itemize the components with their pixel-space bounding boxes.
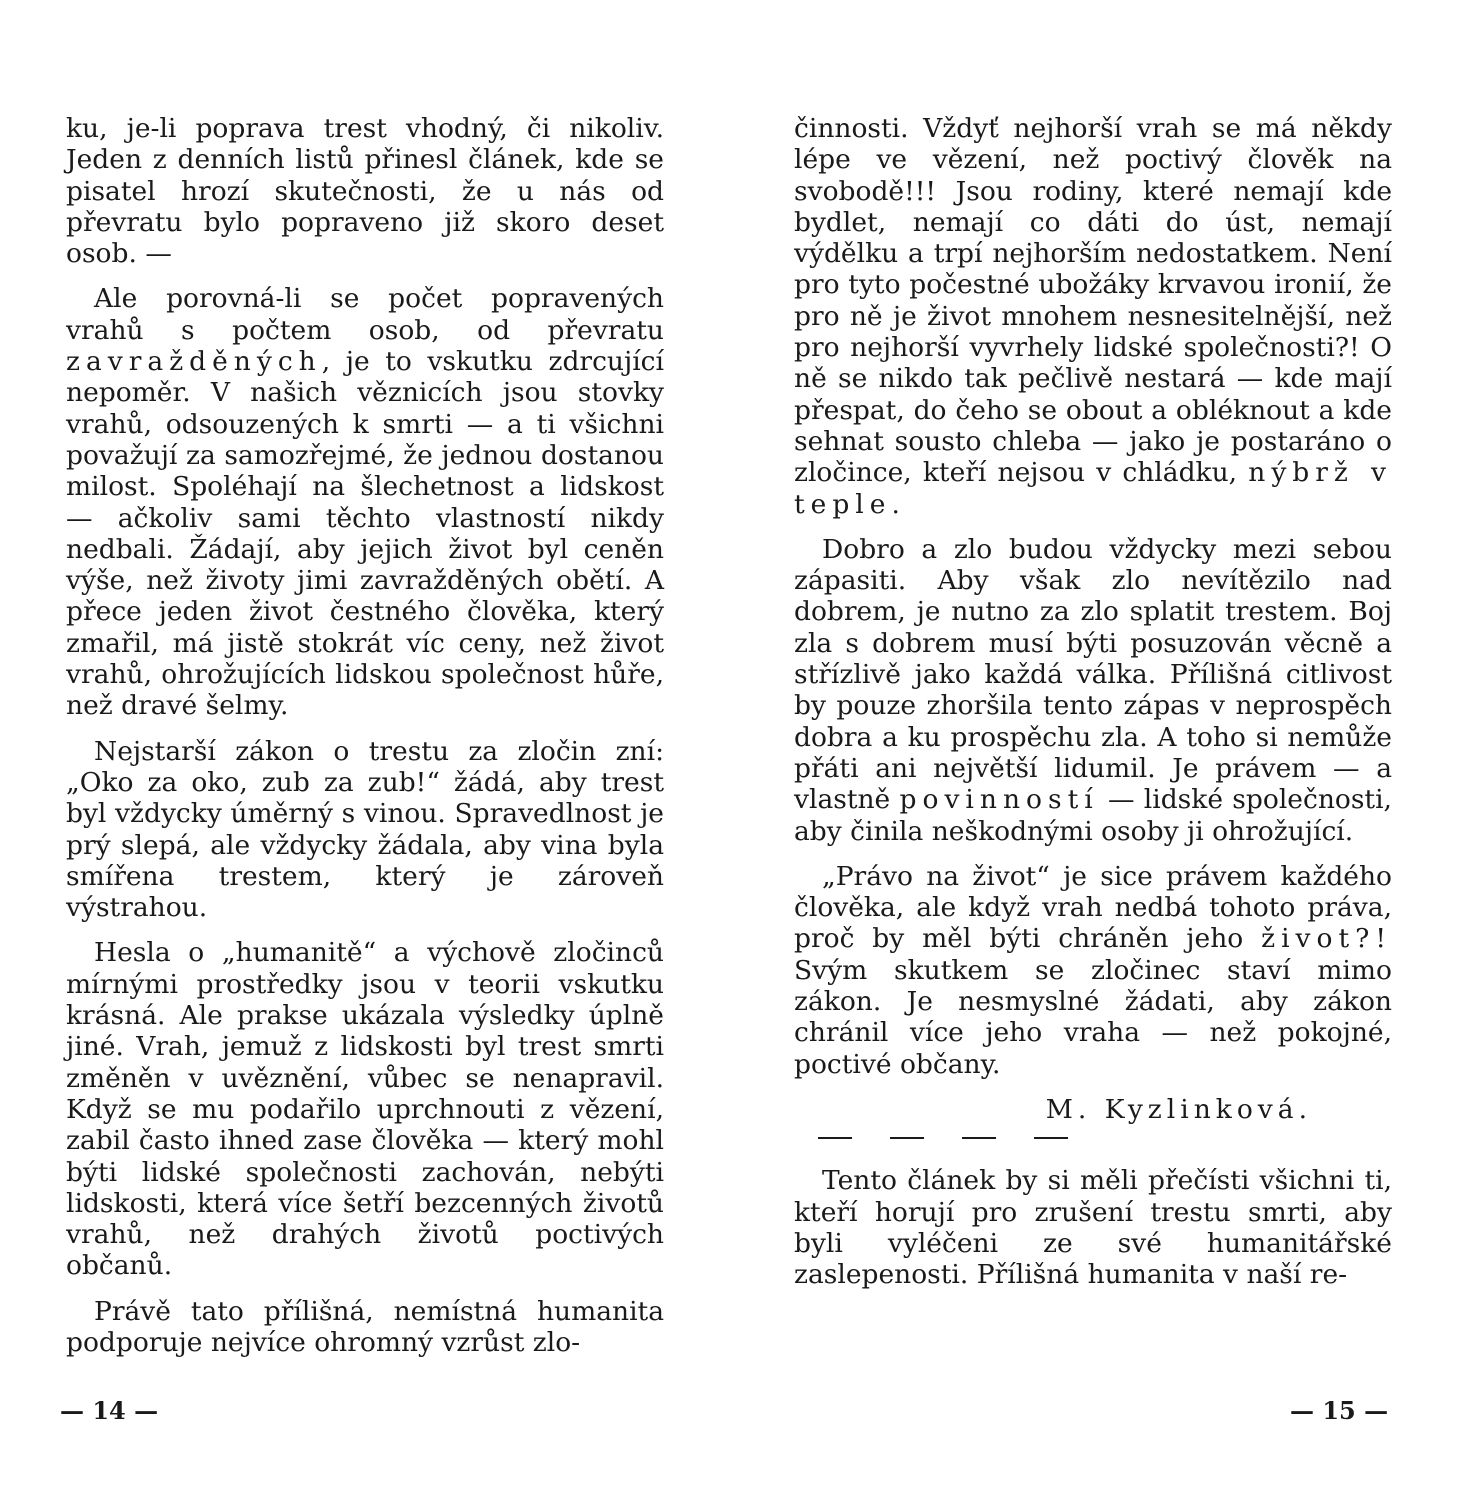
divider-dash xyxy=(818,1137,852,1139)
divider-dash xyxy=(1034,1137,1068,1139)
spaced-emphasis: život?! xyxy=(1261,923,1392,955)
paragraph-text: — lidské společnosti, aby činila neškodnými osoby ji ohrožující. xyxy=(794,784,1392,847)
paragraph: ku, je-li poprava trest vhodný, či nikoliv. Jeden z denních listů přinesl článek, kde se pisatel hrozí skutečnosti, že u nás od převratu bylo popraveno již skoro deset osob. — xyxy=(66,113,664,270)
paragraph-text: Ale porovná-li se počet popravených vrahů s počtem osob, od převratu xyxy=(66,283,664,346)
page-number-right: — 15 — xyxy=(1290,1396,1389,1425)
paragraph-text: Svým skutkem se zločinec staví mimo zákon. Je nesmyslné žádati, aby zákon chránil více jeho vrahа — než pokojné, poctivé občany. xyxy=(794,954,1392,1080)
section-divider xyxy=(818,1137,1392,1139)
divider-dash xyxy=(890,1137,924,1139)
paragraph-text: činnosti. Vždyť nejhorší vrah se má někdy lépe ve vězení, než poctivý člověk na svobodě!!! Jsou rodiny, které nemají kde bydlet, nemají co dáti do úst, nemají výdělku a trpí nejhorším nedostatkem. Není pro tyto počestné ubožáky krvavou ironií, že pro ně je život mnohem nesnesitelnější, než pro nejhorší vyvrhely lidské společnosti?! O ně se nikdo tak pečlivě nestará — kde mají přespat, do čeho se obout a obléknout a kde sehnat sousto chleba — jako je postaráno o zločince, kteří nejsou v chládku, xyxy=(794,113,1392,489)
divider-dash xyxy=(962,1137,996,1139)
page-number-left: — 14 — xyxy=(60,1396,159,1425)
paragraph xyxy=(794,861,1392,1080)
spaced-emphasis: zavražděných xyxy=(66,346,322,378)
paragraph: Právě tato přílišná, nemístná humanita podporuje nejvíce ohromný vzrůst zlo- xyxy=(66,1295,664,1358)
paragraph-text: Dobro a zlo budou vždycky mezi sebou zápasiti. Aby však zlo nevítězilo nad dobrem, je nutno za zlo splatit trestem. Boj zla s dobrem musí býti posuzován věcně a střízlivě jako každá válka. Přílišná citlivost by pouze zhoršila tento zápas v neprospěch dobra a ku prospěchu zla. A toho si nemůže přáti ani největší lidumil. Je právem — a vlastně xyxy=(794,533,1392,816)
paragraph: Tento článek by si měli přečísti všichni ti, kteří horují pro zrušení trestu smrti, aby byli vyléčeni ze své humanitářské zaslepenosti. Přílišná humanita v naší re- xyxy=(794,1165,1392,1291)
paragraph-text: , je to vskutku zdrcující nepoměr. V našich věznicích jsou stovky vrahů, odsouzených k smrti — a ti všichni považují za samozřejmé, že jednou dostanou milost. Spoléhají na šlechetnost a lidskost — ačkoliv sami těchto vlastností nikdy nedbali. Žádají, aby jejich život byl ceněn výše, než životy jimi zavražděných obětí. A přece jeden život čestného člověka, který zmařil, má jistě stokrát víc ceny, než život vrahů, ohrožujících lidskou společnost hůře, než dravé šelmy. xyxy=(66,346,664,722)
paragraph xyxy=(794,534,1392,847)
paragraph: Nejstarší zákon o trestu za zločin zní: „Oko za oko, zub za zub!“ žádá, aby trest byl vždycky úměrný s vinou. Spravedlnost je prý slepá, ale vždycky žádala, aby vina byla smířena trestem, který je zároveň výstrahou. xyxy=(66,735,664,924)
paragraph xyxy=(794,113,1392,520)
right-page-text xyxy=(794,113,1392,1304)
paragraph-text: „Právo na život“ je sice právem každého člověka, ale když vrah nedbá tohoto práva, proč by měl býti chráněn jeho xyxy=(794,860,1392,955)
left-page-text xyxy=(66,113,664,1372)
spaced-emphasis: povinností xyxy=(899,784,1099,816)
spaced-emphasis: nýbrž v teple. xyxy=(794,457,1392,520)
paragraph xyxy=(66,283,664,721)
paragraph: Hesla o „humanitě“ a výchově zločinců mírnými prostředky jsou v teorii vskutku krásná. Ale prakse ukázala výsledky úplně jiné. Vrah, jemuž z lidskosti byl trest smrti změněn v uvěznění, vůbec se nenapravil. Když se mu podařilo uprchnouti z vězení, zabil často ihned zase člověka — který mohl býti lidské společnosti zachován, nebýti lidskosti, která více šetří bezcenných životů vrahů, než drahých životů poctivých občanů. xyxy=(66,937,664,1282)
author-signature: M. Kyzlinková. xyxy=(1045,1093,1312,1125)
